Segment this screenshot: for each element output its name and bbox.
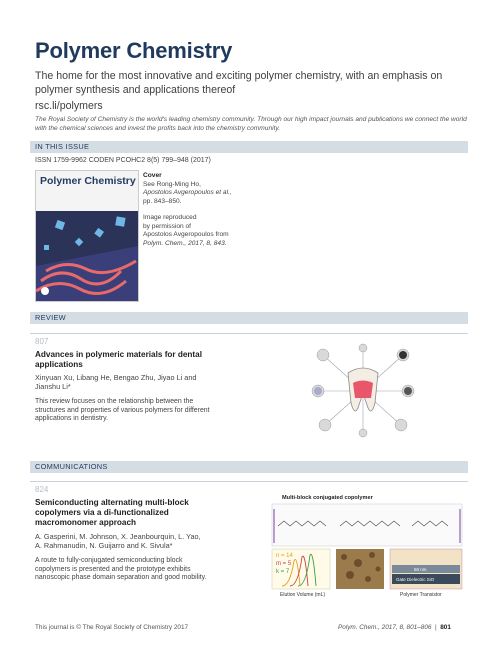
graphic-gate-label: Gate Dielectric SiO [396, 577, 435, 582]
communications-summary-line: A route to fully-conjugated semiconducting block [35, 557, 183, 564]
review-summary [35, 398, 210, 424]
communications-page-number: 824 [35, 485, 49, 494]
cover-line7: Polym. Chem., 2017, 8, 843. [143, 239, 227, 247]
communications-heading: COMMUNICATIONS [35, 462, 108, 471]
journal-url[interactable]: rsc.li/polymers [35, 100, 103, 112]
journal-tagline: The home for the most innovative and exciting polymer chemistry, with an emphasis on polymer synthesis and applications thereof [35, 70, 443, 96]
communications-title[interactable] [35, 498, 189, 528]
communications-summary-line: copolymers is presented and the prototype exhibits [35, 565, 191, 573]
review-summary-line: applications in dentistry. [35, 415, 109, 423]
review-toc-graphic [303, 343, 423, 438]
graphic-title: Multi-block conjugated copolymer [282, 495, 373, 501]
review-heading: REVIEW [35, 313, 66, 322]
graphic-device-label: Polymer Transistor [400, 592, 442, 598]
cover-line5: by permission of [143, 222, 192, 230]
issn-line: ISSN 1759-9962 CODEN PCOHC2 8(5) 799–948 (2017) [35, 157, 211, 164]
graphic-k-label: k = 7 [276, 569, 290, 575]
review-title-line: applications [35, 360, 83, 369]
review-title-line: Advances in polymeric materials for dental [35, 350, 202, 359]
communications-authors [35, 532, 201, 551]
review-authors-line: Jianshu Li* [35, 382, 71, 392]
review-page-number: 807 [35, 337, 49, 346]
graphic-m-label: m = 5 [276, 561, 292, 567]
cover-line2: Apostolos Avgeropoulos et al., [143, 189, 232, 196]
rsc-note: The Royal Society of Chemistry is the world's leading chemistry community. Through our high impact journals and publications we connect the world with the chemical sciences and invest the profits back into the chemistry community. [35, 116, 467, 132]
review-summary-line: This review focuses on the relationship between the [35, 398, 194, 405]
cover-line6: Apostolos Avgeropoulos from [143, 231, 229, 238]
review-divider [30, 333, 468, 334]
cover-caption [143, 172, 263, 248]
footer-citation: Polym. Chem., 2017, 8, 801–806 | 801 [338, 624, 451, 631]
graphic-n-label: n = 14 [276, 553, 293, 559]
communications-summary [35, 557, 207, 583]
cover-image[interactable] [35, 170, 139, 302]
graphic-xlabel: Elution Volume (mL) [280, 592, 326, 598]
cover-line4: Image reproduced [143, 214, 197, 221]
review-authors [35, 373, 196, 392]
journal-title: Polymer Chemistry [35, 38, 233, 63]
cover-heading: Cover [143, 172, 162, 179]
communications-title-line: Semiconducting alternating multi-block [35, 498, 189, 507]
footer-journal: Polym. Chem., 2017, 8, 801–806 [338, 624, 432, 631]
footer-copyright: This journal is © The Royal Society of Chemistry 2017 [35, 624, 189, 631]
communications-title-line: copolymers via a di-functionalized [35, 508, 169, 517]
graphic-thickness: 50 nm [414, 567, 427, 572]
communications-authors-line: A. Gasperini, M. Johnson, X. Jeanbourquin, L. Yao, [35, 532, 201, 541]
review-authors-line: Xinyuan Xu, Libang He, Bengao Zhu, Jiyao Li and [35, 373, 197, 382]
cover-line1: See Rong-Ming Ho, [143, 180, 201, 188]
communications-title-line: macromonomer approach [35, 518, 137, 527]
cover-line3: pp. 843–850. [143, 197, 182, 205]
communications-divider [30, 481, 468, 482]
communications-toc-graphic [270, 491, 470, 599]
communications-summary-line: nanoscopic phase domain separation and good mobility. [35, 574, 207, 582]
review-summary-line: structures and properties of various polymers for different [35, 406, 210, 414]
cover-artwork [36, 211, 138, 301]
communications-bar [30, 461, 468, 473]
footer-page: 801 [440, 624, 451, 631]
in-this-issue-heading: IN THIS ISSUE [35, 142, 90, 151]
communications-authors-line: A. Rahmanudin, N. Guijarro and K. Sivula* [35, 541, 173, 551]
review-title[interactable] [35, 350, 202, 370]
cover-image-title: Polymer Chemistry [40, 175, 136, 187]
in-this-issue-bar [30, 141, 468, 153]
review-bar [30, 312, 468, 324]
